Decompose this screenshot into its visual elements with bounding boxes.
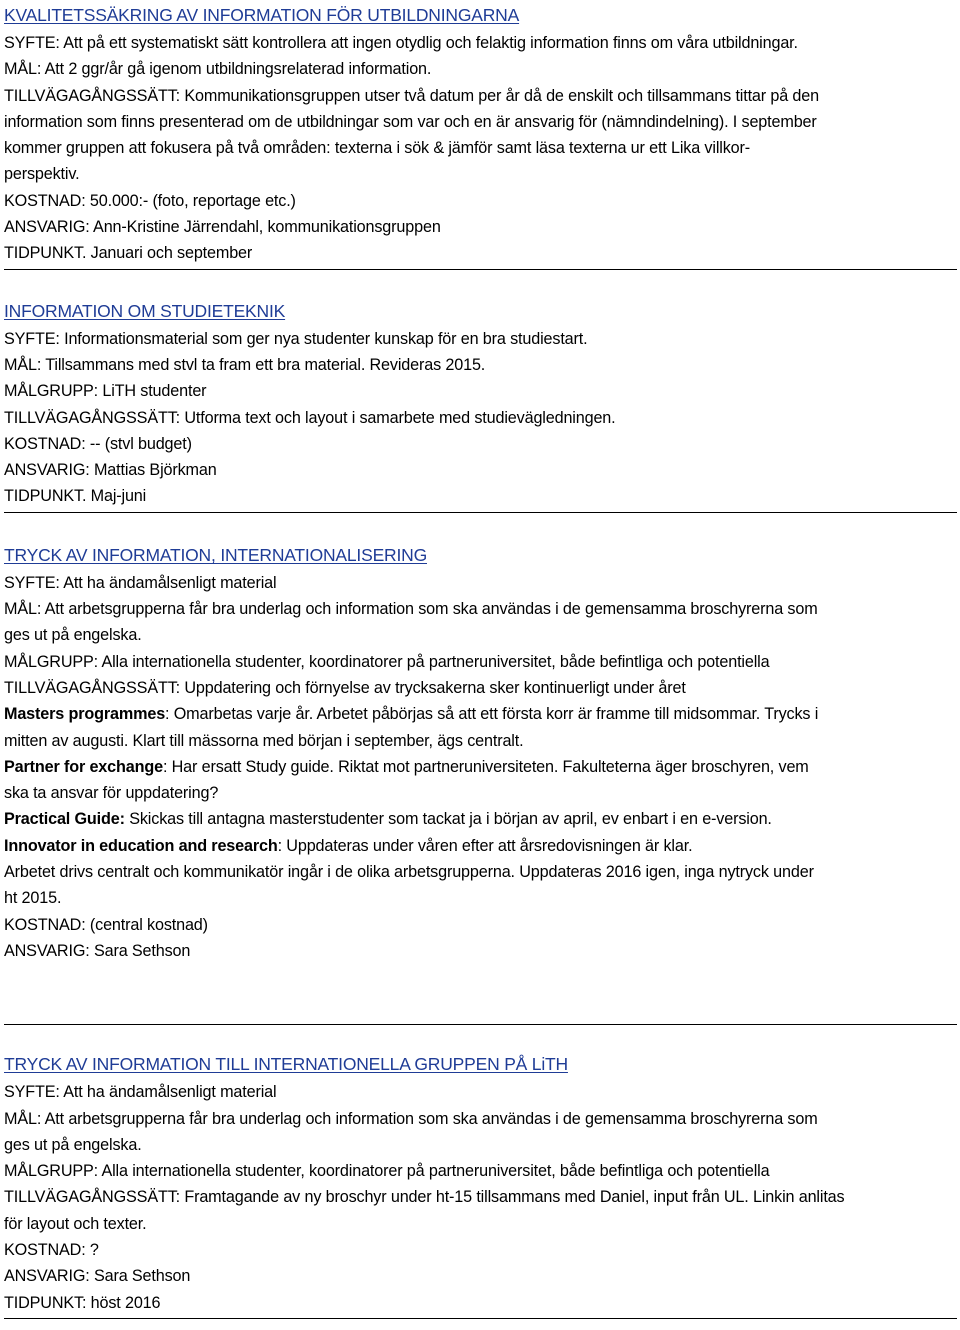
purpose-line: SYFTE: Att ha ändamålsenligt material xyxy=(4,573,277,592)
approach-line: kommer gruppen att fokusera på två områden: texterna i sök & jämför samt läsa texterna ur ett Lika villkor- xyxy=(4,139,750,158)
purpose-line: SYFTE: Att på ett systematiskt sätt kontrollera att ingen otydlig och felaktig information finns om våra utbildningar. xyxy=(4,34,798,52)
responsible-line: ANSVARIG: Ann-Kristine Järrendahl, kommunikationsgruppen xyxy=(4,218,441,237)
publication-text: mitten av augusti. Klart till mässorna med början i september, ägs centralt. xyxy=(4,731,524,750)
cost-line: KOSTNAD: -- (stvl budget) xyxy=(4,434,192,453)
approach-line: perspektiv. xyxy=(4,165,80,184)
timing-line: TIDPUNKT. Maj-juni xyxy=(4,487,147,506)
section-kvalitetssakring xyxy=(4,4,956,270)
approach-line: TILLVÄGAGÅNGSSÄTT: Kommunikationsgruppen utser två datum per år då de enskilt och tillsammans tittar på den xyxy=(4,86,819,105)
publication-name: Partner for exchange xyxy=(4,757,163,776)
approach-line: information som finns presenterad om de utbildningar som var och en är ansvarig för (nämndindelning). I september xyxy=(4,112,817,131)
section-tryck-internationalisering xyxy=(4,544,956,964)
publication-text: : Har ersatt Study guide. Riktat mot partneruniversiteten. Fakulteterna äger broschyren, vem xyxy=(162,757,809,776)
goal-line: ges ut på engelska. xyxy=(4,1135,142,1154)
section-tryck-internationella-gruppen xyxy=(4,1053,956,1319)
timing-line: TIDPUNKT. Januari och september xyxy=(4,244,253,263)
target-group-line: MÅLGRUPP: LiTH studenter xyxy=(4,382,207,401)
cost-line: KOSTNAD: (central kostnad) xyxy=(4,915,208,934)
publication-line xyxy=(4,701,956,727)
publication-name: Masters programmes xyxy=(4,705,166,724)
section-heading: KVALITETSSÄKRING AV INFORMATION FÖR UTBILDNINGARNA xyxy=(4,5,520,25)
goal-line: ges ut på engelska. xyxy=(4,626,142,645)
publication-line xyxy=(4,754,956,780)
target-group-line: MÅLGRUPP: Alla internationella studenter, koordinatorer på partneruniversitet, både befintliga och potentiella xyxy=(4,652,770,671)
goal-line: MÅL: Tillsammans med stvl ta fram ett bra material. Revideras 2015. xyxy=(4,355,486,374)
responsible-line: ANSVARIG: Sara Sethson xyxy=(4,1267,191,1286)
section-heading: INFORMATION OM STUDIETEKNIK xyxy=(4,300,286,321)
approach-line: TILLVÄGAGÅNGSSÄTT: Uppdatering och förnyelse av trycksakerna sker kontinuerligt under året xyxy=(4,678,686,697)
publication-line xyxy=(4,728,956,754)
responsible-line: ANSVARIG: Sara Sethson xyxy=(4,941,191,960)
section-heading: TRYCK AV INFORMATION, INTERNATIONALISERING xyxy=(4,544,427,565)
purpose-line: SYFTE: Informationsmaterial som ger nya studenter kunskap för en bra studiestart. xyxy=(4,329,588,348)
publication-name: Practical Guide: xyxy=(4,810,125,829)
section-heading: TRYCK AV INFORMATION TILL INTERNATIONELLA GRUPPEN PÅ LiTH xyxy=(4,1054,568,1075)
approach-line: för layout och texter. xyxy=(4,1214,147,1233)
publication-text: Skickas till antagna masterstudenter som tackat ja i början av april, ev enbart i en e-version. xyxy=(124,810,772,829)
timing-line: TIDPUNKT: höst 2016 xyxy=(4,1293,161,1312)
cost-line: KOSTNAD: ? xyxy=(4,1240,99,1259)
publication-text: ska ta ansvar för uppdatering? xyxy=(4,784,219,803)
purpose-line: SYFTE: Att ha ändamålsenligt material xyxy=(4,1083,277,1102)
goal-line: MÅL: Att 2 ggr/år gå igenom utbildningsrelaterad information. xyxy=(4,60,432,79)
publication-name: Innovator in education and research xyxy=(4,836,278,855)
responsible-line: ANSVARIG: Mattias Björkman xyxy=(4,461,217,480)
goal-line: MÅL: Att arbetsgrupperna får bra underlag och information som ska användas i de gemensamma broschyrerna som xyxy=(4,600,818,619)
publication-text: : Uppdateras under våren efter att årsredovisningen är klar. xyxy=(277,836,693,855)
publication-line xyxy=(4,833,956,859)
approach-line: TILLVÄGAGÅNGSSÄTT: Utforma text och layout i samarbete med studievägledningen. xyxy=(4,408,616,427)
approach-line: TILLVÄGAGÅNGSSÄTT: Framtagande av ny broschyr under ht-15 tillsammans med Daniel, input från UL. Linkin anlitas xyxy=(4,1188,845,1207)
publication-line xyxy=(4,780,956,806)
target-group-line: MÅLGRUPP: Alla internationella studenter, koordinatorer på partneruniversitet, både befintliga och potentiella xyxy=(4,1162,770,1181)
section-studieteknik xyxy=(4,300,956,513)
publication-line xyxy=(4,806,956,832)
publication-text: : Omarbetas varje år. Arbetet påbörjas så att ett första korr är framme till midsommar. Trycks i xyxy=(165,705,819,724)
goal-line: MÅL: Att arbetsgrupperna får bra underlag och information som ska användas i de gemensamma broschyrerna som xyxy=(4,1109,818,1128)
note-line: Arbetet drivs centralt och kommunikatör ingår i de olika arbetsgrupperna. Uppdateras 2016 igen, inga nytryck under xyxy=(4,863,814,882)
cost-line: KOSTNAD: 50.000:- (foto, reportage etc.) xyxy=(4,191,296,210)
section-divider xyxy=(4,1318,957,1319)
note-line: ht 2015. xyxy=(4,889,62,908)
